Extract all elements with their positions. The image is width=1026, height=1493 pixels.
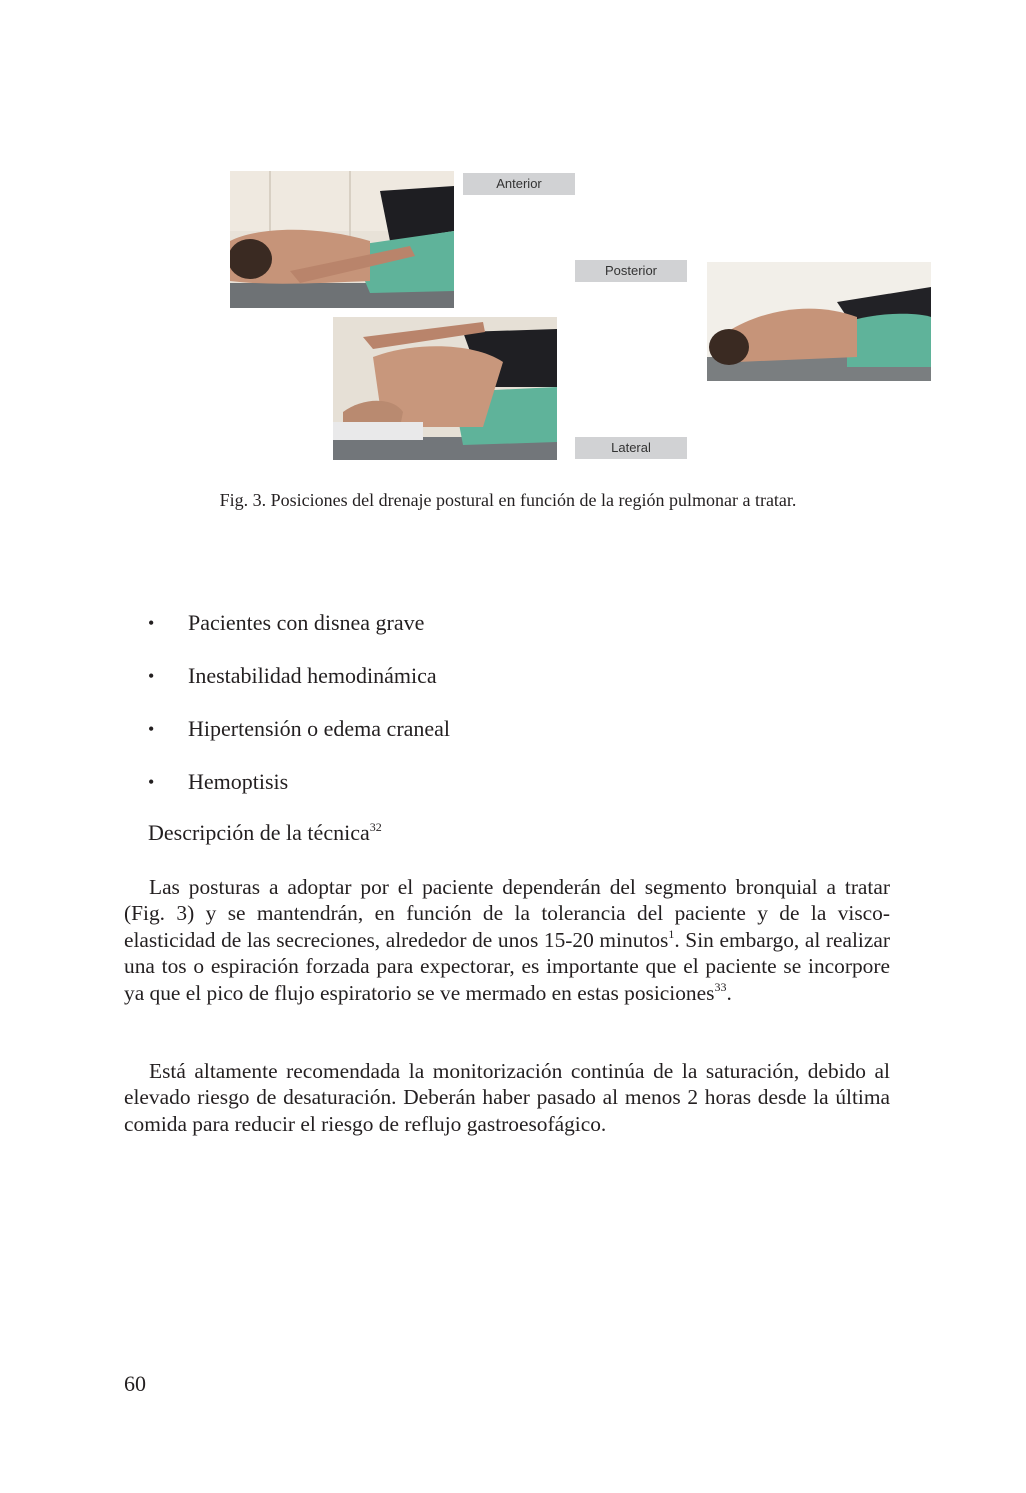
list-item: • Hemoptisis: [148, 767, 450, 820]
list-item: • Inestabilidad hemodinámica: [148, 661, 450, 714]
body-paragraph: Está altamente recomendada la monitorización continúa de la saturación, debido al elevado riesgo de desaturación. Deberán haber pasado al menos 2 horas desde la última comida para reducir el riesgo de reflujo gastroesofágico.: [124, 1059, 890, 1136]
reference-marker: 1: [668, 926, 675, 941]
reference-marker: 32: [369, 820, 382, 834]
posterior-position-photo: [707, 262, 931, 381]
bullet-icon: •: [148, 772, 155, 792]
contraindications-list: [148, 608, 450, 820]
anterior-label: Anterior: [463, 173, 575, 195]
bullet-icon: •: [148, 719, 155, 739]
page-number: 60: [124, 1371, 146, 1396]
bullet-icon: •: [148, 613, 155, 633]
bullet-icon: •: [148, 666, 155, 686]
lateral-position-photo: [333, 317, 557, 460]
lateral-label: Lateral: [575, 437, 687, 459]
posterior-label: Posterior: [575, 260, 687, 282]
list-item: • Pacientes con disnea grave: [148, 608, 450, 661]
technique-heading: Descripción de la técnica$^{32}$: [148, 820, 382, 845]
list-item: • Hipertensión o edema craneal: [148, 714, 450, 767]
body-paragraph: Las posturas a adoptar por el paciente dependerán del segmento bronquial a tratar (Fig. 3) y se mantendrán, en función de la tolerancia del paciente y de la visco-elasticidad de las secreciones, alrededor de unos 15-20 minutos$^1$. Sin embargo, al realizar una tos o espiración forzada para expectorar, es importante que el paciente se incorpore ya que el pico de flujo espiratorio se ve mermado en estas posiciones$^{33}$.: [124, 875, 890, 1005]
anterior-position-photo: [230, 171, 454, 308]
reference-marker: 33: [714, 979, 727, 994]
figure-caption: Fig. 3. Posiciones del drenaje postural en función de la región pulmonar a tratar.: [219, 490, 797, 510]
